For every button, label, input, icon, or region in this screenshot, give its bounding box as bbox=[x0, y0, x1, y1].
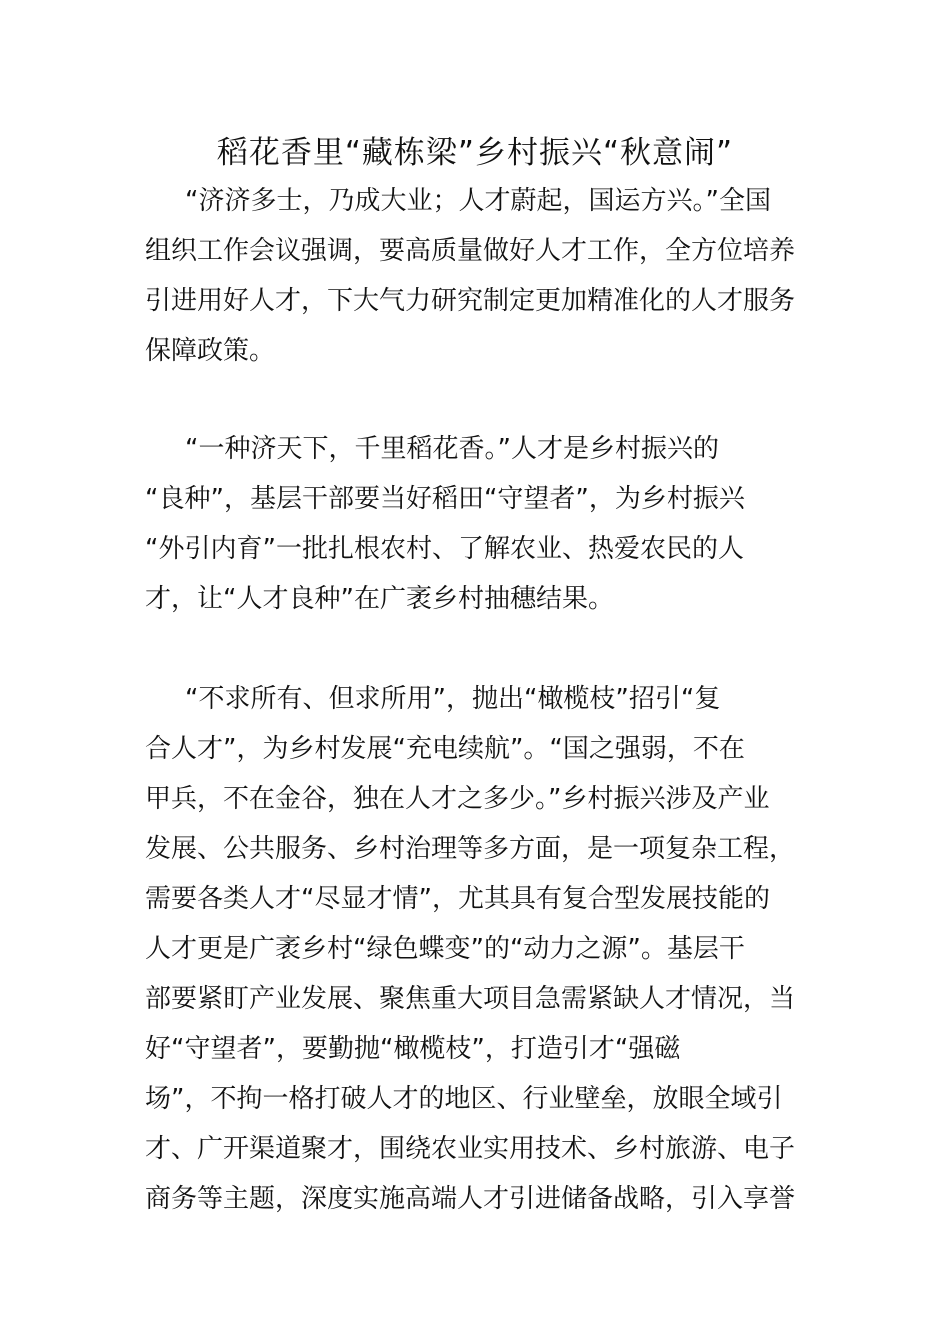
paragraph-line: 才，让“人才良种”在广袤乡村抽穗结果。 bbox=[145, 584, 614, 614]
paragraph-line: 保障政策。 bbox=[145, 336, 276, 366]
paragraph-line: “不求所有、但求所用”，抛出“橄榄枝”招引“复 bbox=[185, 684, 721, 714]
paragraph-line: 好“守望者”，要勤抛“橄榄枝”，打造引才“强磁 bbox=[145, 1034, 681, 1064]
paragraph-line: 甲兵，不在金谷，独在人才之多少。”乡村振兴涉及产业 bbox=[145, 784, 770, 814]
paragraph-line: 组织工作会议强调，要高质量做好人才工作，全方位培养 bbox=[145, 236, 796, 266]
paragraph-1 bbox=[145, 176, 810, 376]
paragraph-line: 合人才”，为乡村发展“充电续航”。“国之强弱，不在 bbox=[145, 734, 745, 764]
paragraph-line: 需要各类人才“尽显才情”，尤其具有复合型发展技能的 bbox=[145, 884, 770, 914]
paragraph-line: 部要紧盯产业发展、聚焦重大项目急需紧缺人才情况，当 bbox=[145, 984, 796, 1014]
paragraph-line: “一种济天下，千里稻花香。”人才是乡村振兴的 bbox=[185, 434, 719, 464]
paragraph-line: 商务等主题，深度实施高端人才引进储备战略，引入享誉 bbox=[145, 1184, 796, 1214]
paragraph-3 bbox=[145, 674, 810, 1224]
paragraph-line: 人才更是广袤乡村“绿色蝶变”的“动力之源”。基层干 bbox=[145, 934, 745, 964]
paragraph-line: 发展、公共服务、乡村治理等多方面，是一项复杂工程， bbox=[145, 834, 796, 864]
paragraph-line: “济济多士，乃成大业；人才蔚起，国运方兴。”全国 bbox=[185, 186, 771, 216]
paragraph-line: “良种”，基层干部要当好稻田“守望者”，为乡村振兴 bbox=[145, 484, 745, 514]
paragraph-line: 场”，不拘一格打破人才的地区、行业壁垒，放眼全域引 bbox=[145, 1084, 783, 1114]
paragraph-line: “外引内育”一批扎根农村、了解农业、热爱农民的人 bbox=[145, 534, 744, 564]
paragraph-2 bbox=[145, 424, 810, 624]
paragraph-line: 才、广开渠道聚才，围绕农业实用技术、乡村旅游、电子 bbox=[145, 1134, 796, 1164]
article-title: 稻花香里“藏栋梁”乡村振兴“秋意闹” bbox=[216, 135, 734, 171]
paragraph-line: 引进用好人才，下大气力研究制定更加精准化的人才服务 bbox=[145, 286, 796, 316]
